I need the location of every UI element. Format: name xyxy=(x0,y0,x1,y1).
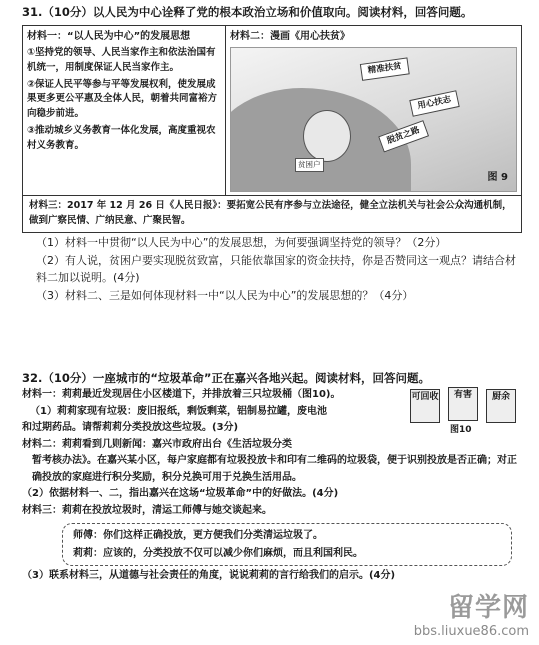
q31-question-1: （1）材料一中贯彻“以人民为中心”的发展思想，为何要强调坚持党的领导？（2分） xyxy=(36,235,447,249)
material-1 xyxy=(23,26,226,195)
figure-number: 图10 xyxy=(450,425,472,436)
cartoon-person xyxy=(303,110,351,162)
material-1-item: ①坚持党的领导、人民当家作主和依法治国有机统一，用制度保证人民当家作主。 xyxy=(27,47,216,73)
figure-10-bins xyxy=(410,387,518,435)
material-2 xyxy=(226,26,521,195)
q32-question-2: （2）依据材料一、二，指出嘉兴在这场“垃圾革命”中的好做法。(4分) xyxy=(22,488,339,500)
cartoon-arrow-label: 用心扶志 xyxy=(409,90,459,116)
q31-question-3: （3）材料二、三是如何体现材料一中“以人民为中心”的发展思想的？（4分） xyxy=(36,289,414,303)
dialogue-line: 师傅：你们这样正确投放，更方便我们分类清运垃圾了。 xyxy=(73,530,323,542)
watermark xyxy=(414,589,529,642)
material-2-title: 材料二：漫画《用心扶贫》 xyxy=(230,31,350,43)
dialogue-line: 莉莉：应该的，分类投放不仅可以减少你们麻烦，而且利国利民。 xyxy=(73,547,363,559)
q32-material-2: 材料二：莉莉看到几则新闻：嘉兴市政府出台《生活垃圾分类 xyxy=(22,438,292,450)
watermark-url: bbs.liuxue86.com xyxy=(413,623,529,639)
cartoon-arrow-label: 精准扶贫 xyxy=(360,58,410,81)
q32-material-3: 材料三：莉莉在投放垃圾时，清运工师傅与她交谈起来。 xyxy=(22,504,272,516)
cartoon-figure-9 xyxy=(230,47,517,192)
figure-number: 图 9 xyxy=(487,172,508,184)
q32-material-1: 材料一：莉莉最近发现居住小区楼道下，并排放着三只垃圾桶（图10)。 xyxy=(22,389,341,401)
q32-question-1b: 和过期药品。请帮莉莉分类投放这些垃圾。(3分) xyxy=(22,422,239,434)
material-1-title: 材料一：“以人民为中心”的发展思想 xyxy=(27,31,191,43)
q31-heading: 31.（10分）以人民为中心诠释了党的根本政治立场和价值取向。阅读材料，回答问题。 xyxy=(22,5,473,19)
q31-material-box xyxy=(22,25,522,232)
dialogue-box xyxy=(62,523,512,566)
q31-question-2: （2）有人说，贫困户要实现脱贫致富，只能依靠国家的资金扶持，你是否赞同这一观点？请结合材料二加以说明。(4分) xyxy=(36,254,516,284)
question-32 xyxy=(22,370,522,585)
question-31 xyxy=(22,4,522,305)
watermark-logo: 留学网 xyxy=(447,592,529,623)
q32-material-2b: 暂考核办法》。在嘉兴某小区，每户家庭都有垃圾投放卡和印有二维码的垃圾袋，便于识别投放是否正确；对正确投放的家庭进行积分奖励，积分兑换可用于兑换生活用品。 xyxy=(32,455,517,483)
cartoon-person-label: 贫困户 xyxy=(295,158,324,171)
q32-heading: 32.（10分）一座城市的“垃圾革命”正在嘉兴各地兴起。阅读材料，回答问题。 xyxy=(22,371,430,385)
cartoon-arrow-label: 脱贫之路 xyxy=(378,120,429,152)
q32-question-1a: （1）莉莉家现有垃圾：废旧报纸，剩饭剩菜，铝制易拉罐，废电池 xyxy=(30,405,327,417)
material-3: 材料三：2017 年 12 月 26 日《人民日报》：要拓宽公民有序参与立法途径，健全立法机关与社会公众沟通机制，做到广察民情、广纳民意、广聚民智。 xyxy=(23,195,521,231)
bin-sign: 厨余 xyxy=(486,389,516,423)
material-1-item: ③推动城乡义务教育一体化发展，高度重视农村义务教育。 xyxy=(27,124,216,151)
material-1-item: ②保证人民平等参与平等发展权利，使发展成果更多更公平惠及全体人民，朝着共同富裕方向稳步前进。 xyxy=(27,78,218,120)
q32-question-3: （3）联系材料三，从道德与社会责任的角度，说说莉莉的言行给我们的启示。(4分) xyxy=(22,570,396,582)
bin-sign: 有害 xyxy=(448,387,478,421)
bin-sign: 可回收 xyxy=(410,389,440,423)
